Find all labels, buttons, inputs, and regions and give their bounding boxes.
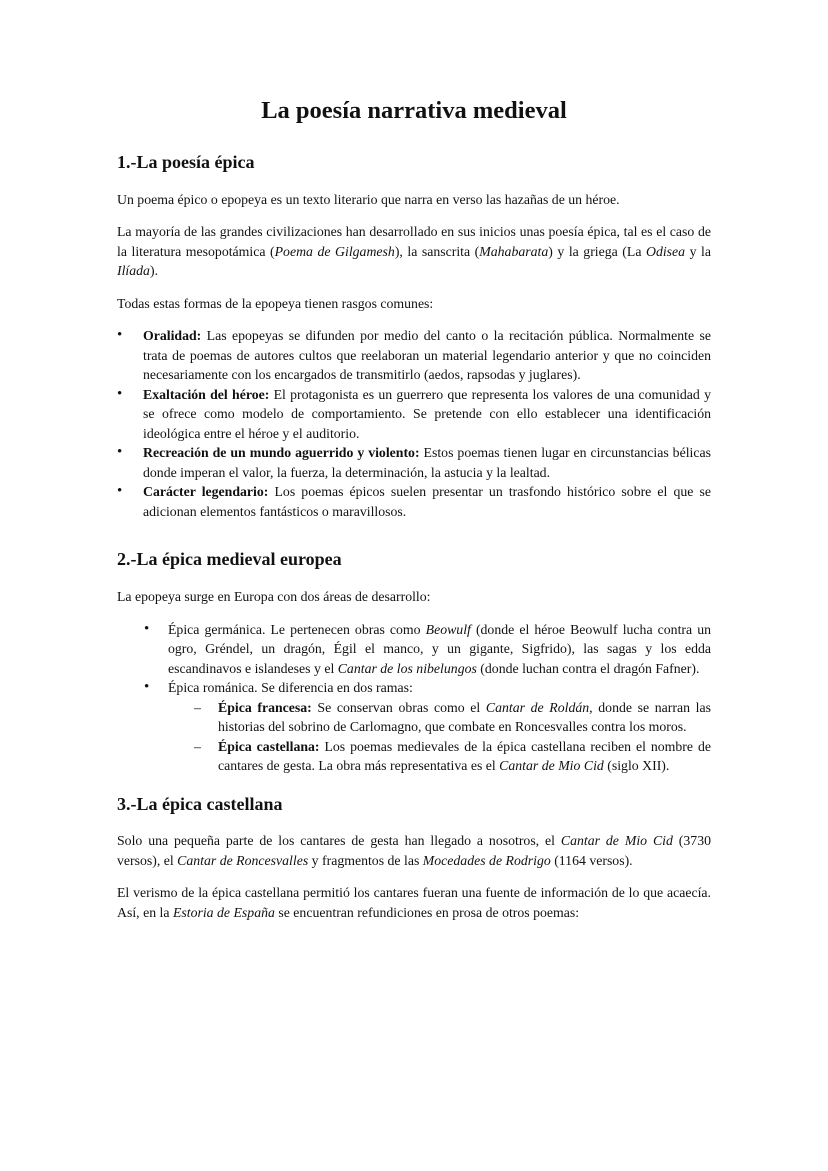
romanic-branches-list bbox=[168, 698, 711, 776]
paragraph: La mayoría de las grandes civilizaciones han desarrollado en sus inicios unas poesía épica, tal es el caso de la literatura mesopotámica (Poema de Gilgamesh), la sanscrita (Mahabarata) y la griega (La Odisea y la Ilíada). bbox=[117, 224, 711, 279]
list-item-romanic: • Épica románica. Se diferencia en dos ramas: – Épica francesa: Se conservan obras como el Cantar de Roldán, donde se narran las historias del sobrino de Carlomagno, que combate en Roncesvalles contra los moros. – Épica castellana: Los poemas medievales de la épica castellana reciben el nombre de cantares de gesta. La obra más representativa es el Cantar de Mio Cid (siglo XII). bbox=[117, 678, 711, 776]
section-heading: 3.-La épica castellana bbox=[117, 793, 283, 814]
paragraph: Todas estas formas de la epopeya tienen rasgos comunes: bbox=[117, 295, 434, 311]
list-item: • Carácter legendario: Los poemas épicos suelen presentar un trasfondo histórico sobre el que se adicionan elementos fantásticos o maravillosos. bbox=[117, 482, 711, 521]
list-item: • Oralidad: Las epopeyas se difunden por medio del canto o la recitación pública. Normalmente se trata de poemas de autores cultos que reelaboran un material legendario anterior y que no coinciden necesariamente con los encargados de transmitirlo (aedos, rapsodas y juglares). bbox=[117, 326, 711, 385]
features-list bbox=[117, 326, 711, 521]
document-page bbox=[117, 96, 711, 935]
paragraph: Un poema épico o epopeya es un texto literario que narra en verso las hazañas de un héroe. bbox=[117, 191, 620, 207]
section-heading: 1.-La poesía épica bbox=[117, 152, 255, 173]
list-item: • Exaltación del héroe: El protagonista es un guerrero que representa los valores de una comunidad y se ofrece como modelo de comportamiento. Se pretende con ello establecer una identificación ideológica entre el héroe y el auditorio. bbox=[117, 385, 711, 444]
paragraph: La epopeya surge en Europa con dos áreas de desarrollo: bbox=[117, 589, 431, 605]
section-poesia-epica bbox=[117, 152, 711, 521]
list-item: • Recreación de un mundo aguerrido y violento: Estos poemas tienen lugar en circunstancias bélicas donde imperan el valor, la fuerza, la determinación, la astucia y la lealtad. bbox=[117, 443, 711, 482]
areas-list bbox=[117, 620, 711, 776]
document-title: La poesía narrativa medieval bbox=[261, 97, 567, 124]
paragraph: El verismo de la épica castellana permitió los cantares fueran una fuente de información de lo que acaecía. Así, en la Estoria de España se encuentran refundiciones en prosa de otros poemas: bbox=[117, 885, 711, 920]
list-item-french: – Épica francesa: Se conservan obras como el Cantar de Roldán, donde se narran las historias del sobrino de Carlomagno, que combate en Roncesvalles contra los moros. bbox=[168, 698, 711, 737]
list-item-castilian: – Épica castellana: Los poemas medievales de la épica castellana reciben el nombre de cantares de gesta. La obra más representativa es el Cantar de Mio Cid (siglo XII). bbox=[168, 737, 711, 776]
list-item-germanic: • Épica germánica. Le pertenecen obras como Beowulf (donde el héroe Beowulf lucha contra un ogro, Gréndel, un dragón, Égil el manco, y un gigante, Sigfrido), las sagas y los edda escandinavos e islandeses y el Cantar de los nibelungos (donde luchan contra el dragón Fafner). bbox=[117, 620, 711, 679]
paragraph: Solo una pequeña parte de los cantares de gesta han llegado a nosotros, el Cantar de Mio Cid (3730 versos), el Cantar de Roncesvalles y fragmentos de las Mocedades de Rodrigo (1164 versos). bbox=[117, 833, 711, 868]
section-epica-castellana bbox=[117, 794, 711, 923]
section-heading: 2.-La épica medieval europea bbox=[117, 549, 342, 570]
section-epica-medieval-europea bbox=[117, 549, 711, 775]
